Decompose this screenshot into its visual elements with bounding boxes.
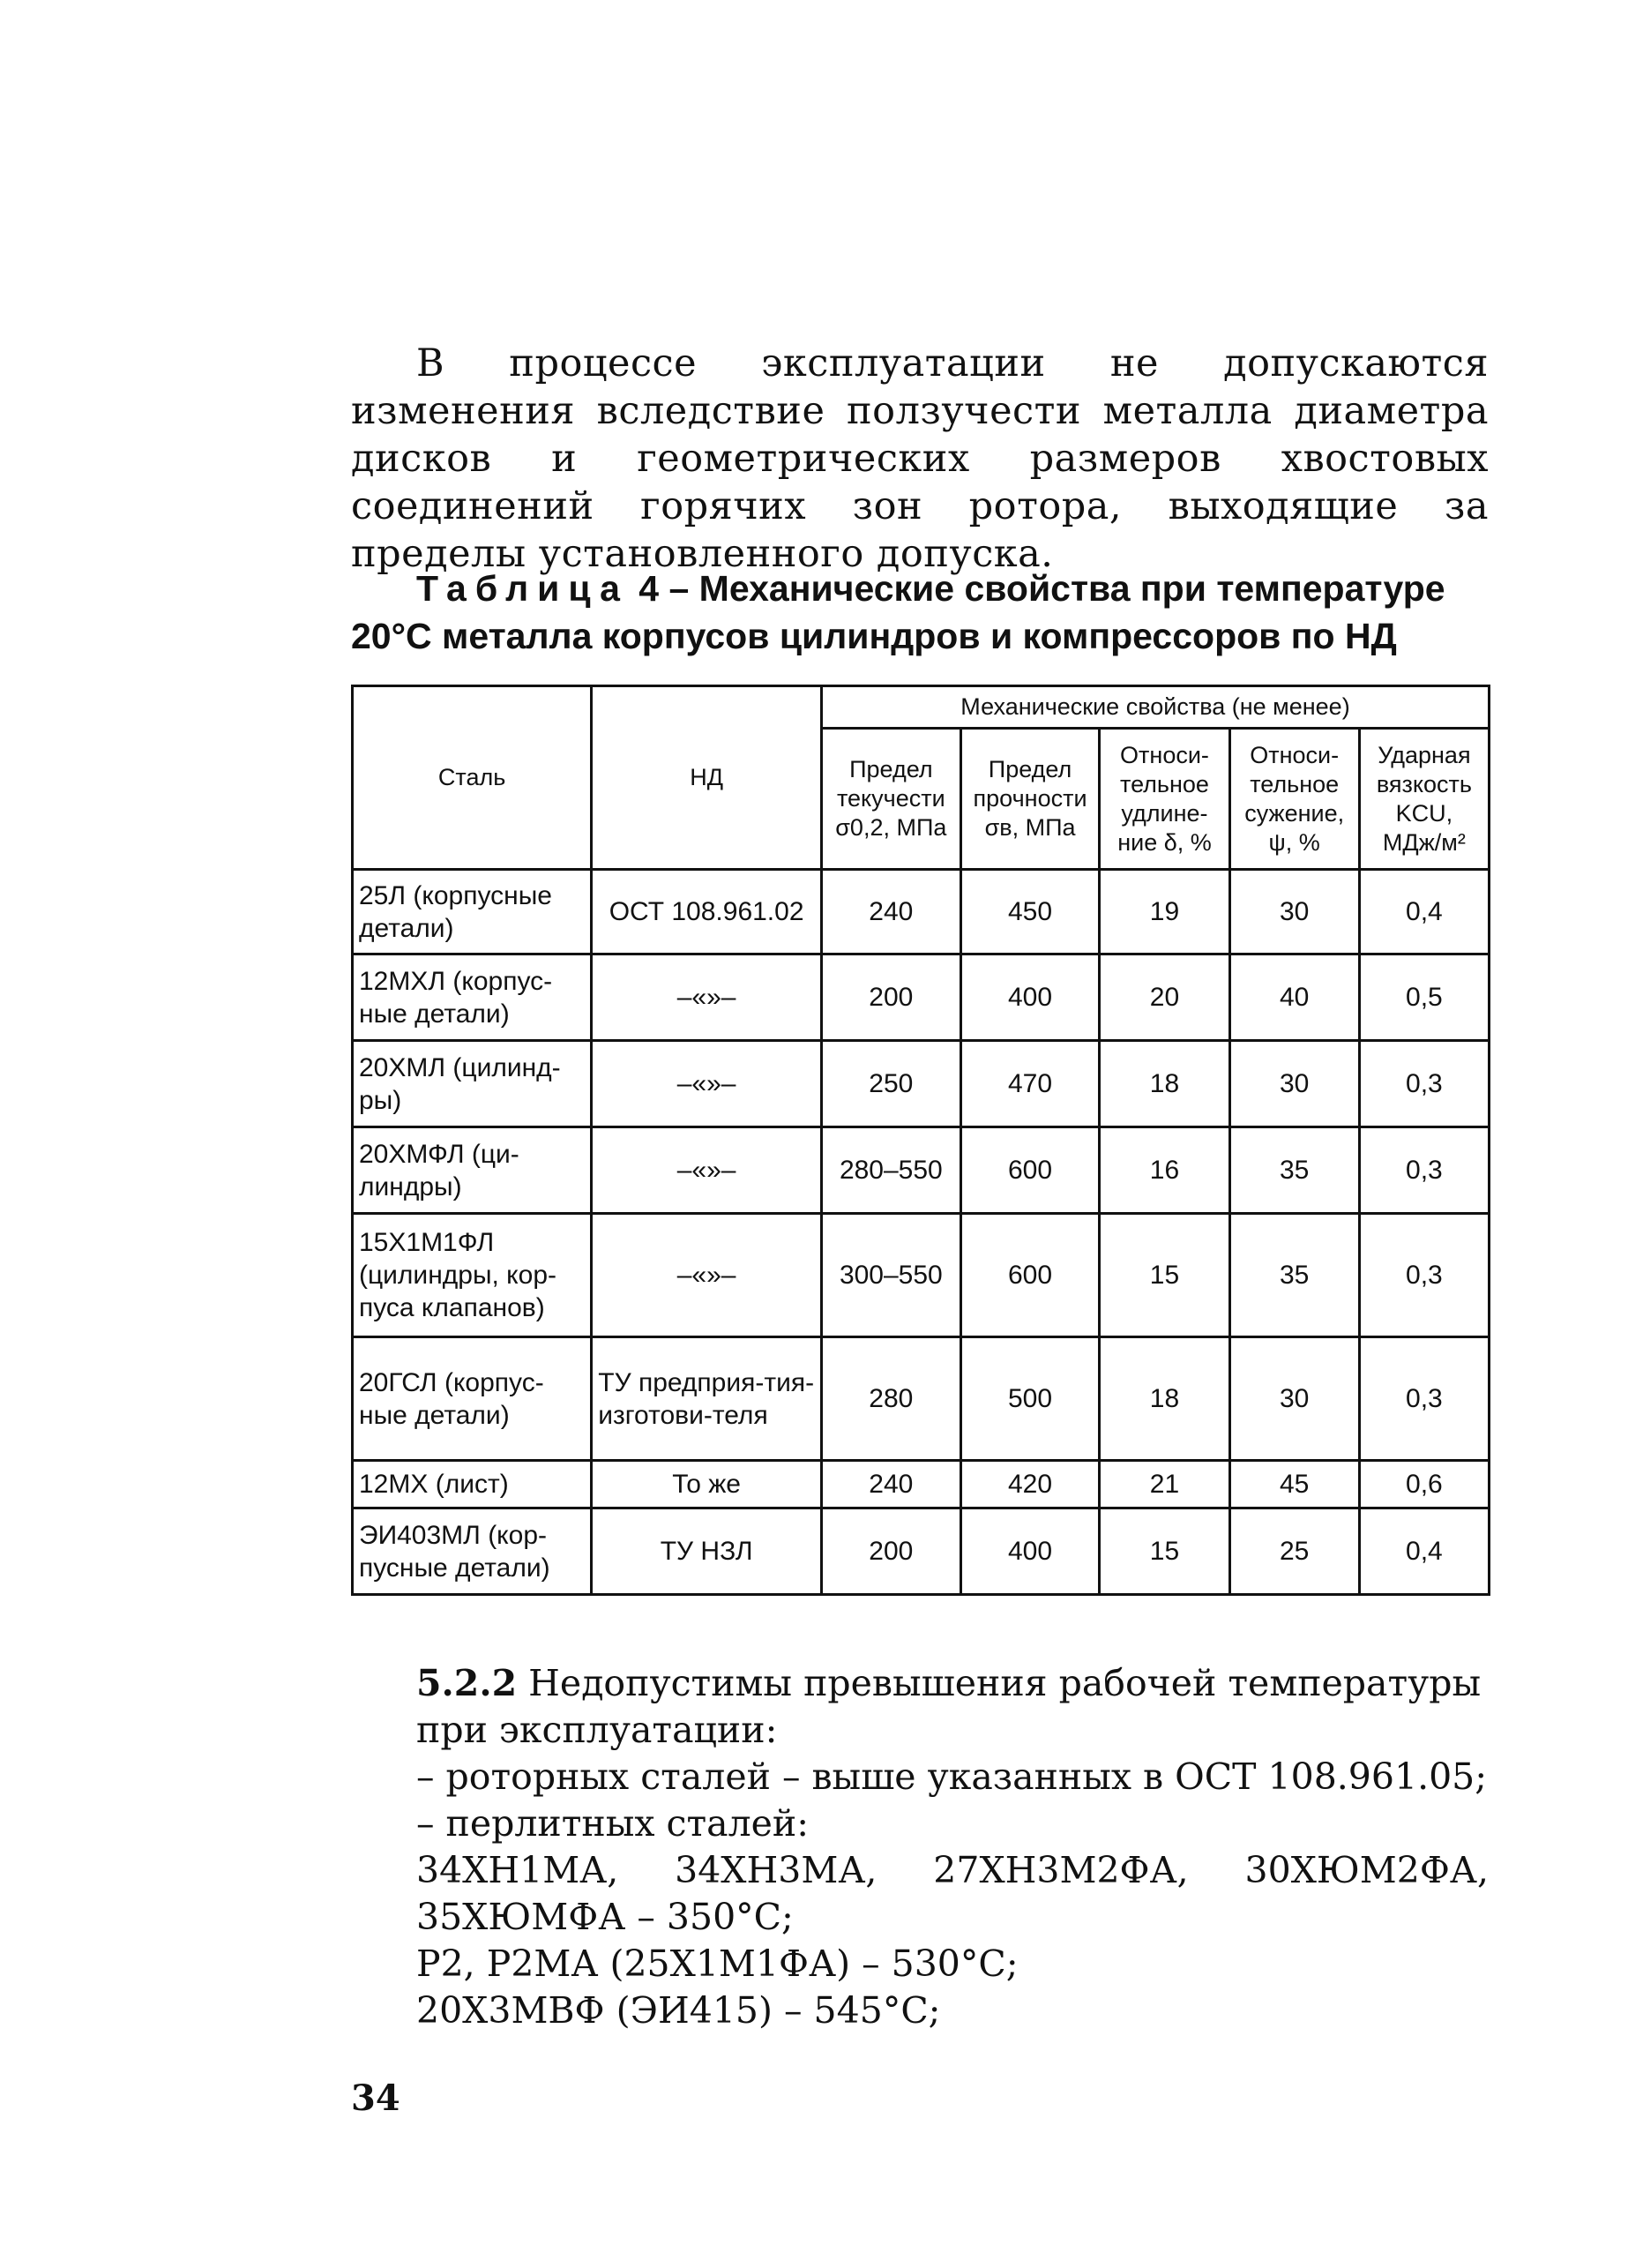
cell-steel: 15Х1М1ФЛ (цилиндры, кор-пуса клапанов) [353, 1214, 592, 1337]
cell-reduction: 30 [1229, 1041, 1359, 1127]
cell-reduction: 35 [1229, 1127, 1359, 1214]
list-item: – роторных сталей – выше указанных в ОСТ 108.961.05; [416, 1755, 1488, 1798]
cell-nd: –«»– [592, 1041, 822, 1127]
cell-yield: 200 [821, 954, 960, 1041]
table-caption [351, 565, 1489, 660]
caption-lead: Таблица [416, 568, 629, 609]
steel-grades-545: 20Х3МВФ (ЭИ415) – 545°С; [416, 1989, 941, 2032]
cell-yield: 280–550 [821, 1127, 960, 1214]
cell-steel: 25Л (корпусные детали) [353, 870, 592, 954]
table-row [353, 1041, 1490, 1127]
header-nd: НД [592, 686, 822, 870]
cell-strength: 450 [960, 870, 1100, 954]
cell-steel: 12МХ (лист) [353, 1461, 592, 1508]
cell-strength: 400 [960, 1508, 1100, 1595]
cell-elongation: 15 [1100, 1508, 1229, 1595]
steel-grades-530: Р2, Р2МА (25Х1М1ФА) – 530°С; [416, 1942, 1019, 1985]
cell-strength: 600 [960, 1214, 1100, 1337]
cell-yield: 240 [821, 1461, 960, 1508]
page-number: 34 [351, 2077, 400, 2119]
cell-elongation: 19 [1100, 870, 1229, 954]
table-row [353, 1508, 1490, 1595]
cell-steel: 20ХМЛ (цилинд-ры) [353, 1041, 592, 1127]
list-item: – перлитных сталей: [416, 1802, 810, 1845]
cell-strength: 400 [960, 954, 1100, 1041]
cell-yield: 300–550 [821, 1214, 960, 1337]
header-reduction: Относи-тельное сужение, ψ, % [1229, 729, 1359, 870]
cell-elongation: 18 [1100, 1041, 1229, 1127]
cell-impact: 0,4 [1359, 1508, 1489, 1595]
cell-strength: 500 [960, 1337, 1100, 1461]
cell-steel: ЭИ403МЛ (кор-пусные детали) [353, 1508, 592, 1595]
cell-elongation: 18 [1100, 1337, 1229, 1461]
cell-reduction: 25 [1229, 1508, 1359, 1595]
table-row [353, 954, 1490, 1041]
cell-reduction: 30 [1229, 1337, 1359, 1461]
cell-strength: 600 [960, 1127, 1100, 1214]
table-row [353, 1337, 1490, 1461]
table-row [353, 1461, 1490, 1508]
header-elongation: Относи-тельное удлине-ние δ, % [1100, 729, 1229, 870]
cell-impact: 0,3 [1359, 1214, 1489, 1337]
intro-paragraph [351, 340, 1489, 578]
cell-elongation: 21 [1100, 1461, 1229, 1508]
cell-elongation: 16 [1100, 1127, 1229, 1214]
cell-elongation: 15 [1100, 1214, 1229, 1337]
header-strength: Предел прочности σв, МПа [960, 729, 1100, 870]
cell-impact: 0,3 [1359, 1337, 1489, 1461]
header-steel: Сталь [353, 686, 592, 870]
cell-yield: 280 [821, 1337, 960, 1461]
cell-yield: 200 [821, 1508, 960, 1595]
header-group: Механические свойства (не менее) [821, 686, 1489, 729]
mechanical-properties-table [351, 685, 1490, 1596]
cell-yield: 240 [821, 870, 960, 954]
table-row [353, 870, 1490, 954]
cell-impact: 0,5 [1359, 954, 1489, 1041]
header-yield: Предел текучести σ0,2, МПа [821, 729, 960, 870]
cell-reduction: 30 [1229, 870, 1359, 954]
cell-impact: 0,4 [1359, 870, 1489, 954]
cell-reduction: 40 [1229, 954, 1359, 1041]
section-heading [351, 1660, 1489, 1754]
cell-nd: ТУ предприя-тия-изготови-теля [592, 1337, 822, 1461]
table-row [353, 1214, 1490, 1337]
cell-nd: ТУ НЗЛ [592, 1508, 822, 1595]
section-number: 5.2.2 [416, 1662, 518, 1704]
cell-reduction: 35 [1229, 1214, 1359, 1337]
cell-steel: 20ГСЛ (корпус-ные детали) [353, 1337, 592, 1461]
cell-nd: –«»– [592, 1127, 822, 1214]
cell-strength: 470 [960, 1041, 1100, 1127]
cell-reduction: 45 [1229, 1461, 1359, 1508]
cell-nd: –«»– [592, 954, 822, 1041]
header-impact: Ударная вязкость KCU, МДж/м² [1359, 729, 1489, 870]
intro-text: В процессе эксплуатации не допускаются изменения вследствие ползучести металла диаметра дисков и геометрических размеров хвостовых соединений горячих зон ротора, выходящие за пределы установленного допуска. [351, 341, 1489, 576]
caption-text: 4 – Механические свойства при температуре 20°С металла корпусов цилиндров и компрессоров по НД [351, 568, 1445, 656]
cell-nd: ОСТ 108.961.02 [592, 870, 822, 954]
table-row [353, 1127, 1490, 1214]
cell-strength: 420 [960, 1461, 1100, 1508]
cell-nd: То же [592, 1461, 822, 1508]
cell-steel: 20ХМФЛ (ци-линдры) [353, 1127, 592, 1214]
cell-steel: 12МХЛ (корпус-ные детали) [353, 954, 592, 1041]
cell-impact: 0,6 [1359, 1461, 1489, 1508]
cell-elongation: 20 [1100, 954, 1229, 1041]
cell-nd: –«»– [592, 1214, 822, 1337]
cell-yield: 250 [821, 1041, 960, 1127]
section-5-2-2 [351, 1660, 1489, 2034]
section-text: Недопустимы превышения рабочей температуры при эксплуатации: [416, 1662, 1482, 1751]
cell-impact: 0,3 [1359, 1041, 1489, 1127]
cell-impact: 0,3 [1359, 1127, 1489, 1214]
steel-grades-350: 34ХН1МА, 34ХН3МА, 27ХН3М2ФА, 30ХЮМ2ФА, 35ХЮМФА – 350°С; [416, 1849, 1489, 1938]
